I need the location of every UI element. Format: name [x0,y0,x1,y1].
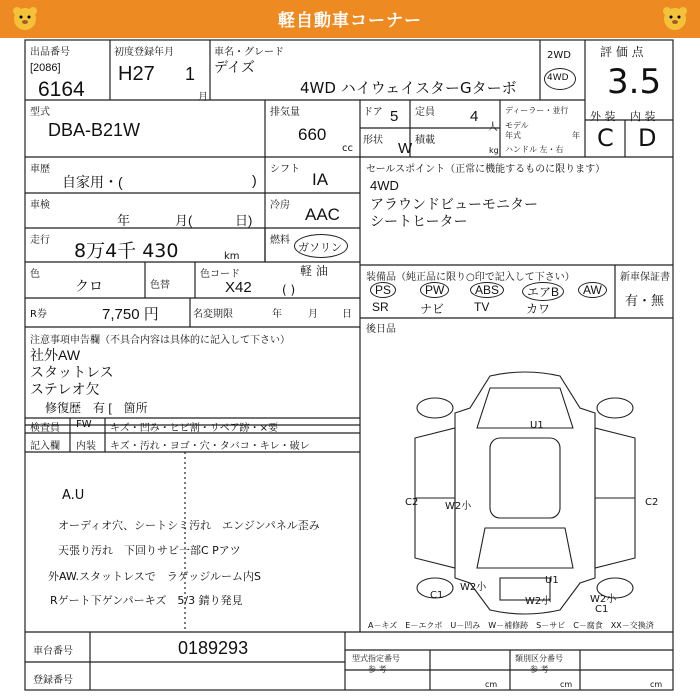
equipment-item: ナビ [420,302,445,316]
recycle-label: R券 [30,309,47,320]
notes-label: 注意事項申告欄（不具合内容は具体的に記入して下さい） [30,335,290,346]
color-change: 色替 [150,280,170,291]
mileage-value: 8万4千 430 [74,240,179,262]
damage-mark: W2小 [445,501,472,512]
shape-value: W [398,140,413,157]
load-label: 積載 [415,135,435,146]
shape-label: 形状 [363,135,383,146]
dealer-line3: 年式 [505,131,521,140]
exterior-score: C [597,124,614,152]
dealer-line1: ディーラー・並行 [505,106,569,115]
inspector-label-1: 検査員 [30,423,60,434]
usage-label: 車歴 [30,164,50,175]
notes-line-3: ステレオ欠 [30,381,100,397]
sales-label: セールスポイント（正常に機能するものに限ります） [366,164,606,175]
displacement-unit: cc [342,143,353,154]
dealer-line2: モデル [505,121,529,130]
sales-point-2: アラウンドビューモニター [370,196,538,212]
equipment-item: カワ [526,302,551,316]
exterior-label: 外 装 [590,110,616,123]
damage-mark: W2小 [460,582,487,593]
capacity-label: 定員 [415,107,435,118]
page-title: 軽自動車コーナー [278,11,422,31]
notes-line-2: スタットレス [30,364,114,380]
shift-label: シフト [270,164,300,175]
car-grade: 4WD ハイウェイスターGターボ [300,79,517,97]
equipment-label: 装備品（純正品に限り○印で記入して下さい） [366,272,575,283]
equipment-item: AW [578,282,607,298]
displacement-value: 660 [298,125,327,144]
damage-mark: U1 [545,575,559,586]
expire-label: 名変期限 [193,309,233,320]
damage-mark: W2小 [525,596,552,607]
inspector-int-text: キズ・汚れ・ヨゴ・穴・タバコ・キレ・破レ [110,441,310,452]
usage-value: 自家用・( [62,174,123,190]
cooling-value: AAC [305,205,340,224]
car-name: デイズ [214,60,255,76]
dealer-year-unit: 年 [572,131,580,140]
expire-day: 日 [342,309,352,320]
new-warranty-value: 有・無 [625,293,665,308]
equipment-item: PS [370,282,396,298]
drive-4wd: 4WD [547,73,569,83]
interior-score: D [638,124,657,152]
color-code: X42 [225,279,252,296]
approval-label: 型式指定番号 [352,654,400,663]
cooling-label: 冷房 [270,200,290,211]
inspection-day: 日) [235,213,253,228]
model-label: 型式 [30,107,50,118]
load-unit: kg [489,146,499,155]
inspector-label-2: 記入欄 [30,441,60,452]
reg-era: H27 [118,63,155,85]
color-label: 色 [30,269,40,280]
car-label: 車名・グレード [214,47,284,58]
doors-value: 5 [390,108,399,125]
inspector-fw-text: キズ・凹み・ヒビ割・リペア跡・×要 [110,423,278,434]
damage-mark: C1 [430,590,444,601]
score-label: 評 価 点 [600,45,644,59]
dealer-handle: ハンドル 左・右 [505,145,564,154]
inspection-year: 年 [117,213,131,228]
capacity-value: 4 [470,108,479,125]
handwritten-line-1: A.U [62,488,85,503]
chassis-label: 車台番号 [33,646,73,657]
damage-mark: C1 [595,604,609,615]
damage-mark: U1 [530,420,544,431]
lot-number: 6164 [38,78,85,101]
lot-label: 出品番号 [30,47,70,58]
footer-unit-2: cm [560,680,573,689]
mileage-unit: km [224,251,240,262]
reg-month-unit: 月 [198,92,208,103]
equipment-item: SR [372,300,389,314]
class-ref: 参 考 [530,665,549,674]
doors-label: ドア [363,107,383,118]
damage-mark: C2 [645,497,659,508]
footer-unit-1: cm [485,680,498,689]
equipment-item: エアB [522,282,564,301]
shift-value: IA [312,170,329,189]
registration-label: 登録番号 [33,675,73,686]
repair-history: 修復歴 有 [ 箇所 [45,401,148,415]
recycle-value: 7,750 円 [102,306,159,323]
reg-label: 初度登録年月 [114,47,174,58]
inspection-label: 車検 [30,200,50,211]
mileage-label: 走行 [30,235,50,246]
inspection-month: 月( [175,213,193,228]
fuel-label: 燃料 [270,235,290,246]
damage-mark: W2小 [590,594,617,605]
new-warranty-label: 新車保証書 [620,272,670,283]
expire-year: 年 [272,309,282,320]
sales-point-3: シートヒーター [370,213,468,229]
color-value: クロ [75,278,103,294]
fuel-alt: 軽 油 [300,264,328,278]
sales-point-1: 4WD [370,178,399,193]
handwritten-line-4: 外AW.スタットレスで ラゲッジルーム内S [48,570,261,583]
score-value: 3.5 [607,62,662,102]
approval-ref: 参 考 [368,665,387,674]
displacement-label: 排気量 [270,107,300,118]
handwritten-line-5: Rゲート下ゲンパーキズ 5/3 錆り発見 [50,594,243,607]
footer-unit-3: cm [650,680,663,689]
equipment-item: ABS [470,282,504,298]
notes-line-1: 社外AW [30,347,81,363]
reg-month: 1 [185,64,196,84]
fuel-paren: ( ) [282,283,296,297]
capacity-unit: 人 [488,122,498,133]
drive-2wd: 2WD [547,50,571,61]
usage-close: ) [252,172,257,188]
handwritten-line-3: 天張り汚れ 下回りサビ一部C Pアツ [58,544,241,557]
rear-seat-label: 後日品 [366,324,396,335]
damage-legend: A－キズ E－エクボ U－凹み W－補修跡 S－サビ C－腐食 XX－交換済 [368,621,654,630]
expire-month: 月 [308,309,318,320]
lot-sub: [2086] [30,62,61,74]
chassis-number: 0189293 [178,638,249,658]
equipment-item: PW [420,282,449,298]
damage-mark: C2 [405,497,419,508]
color-code-label: 色コード [200,269,240,280]
handwritten-line-2: オーディオ穴、シートシミ汚れ エンジンパネル歪み [58,519,320,532]
model-value: DBA-B21W [48,120,141,140]
car-damage-diagram [395,368,655,618]
class-label: 類別区分番号 [515,654,563,663]
equipment-item: TV [474,300,490,314]
interior-label: 内 装 [630,110,656,123]
inspector-int: 内装 [76,441,96,452]
fuel-value: ガソリン [298,241,342,254]
inspector-fw: FW [76,419,92,430]
